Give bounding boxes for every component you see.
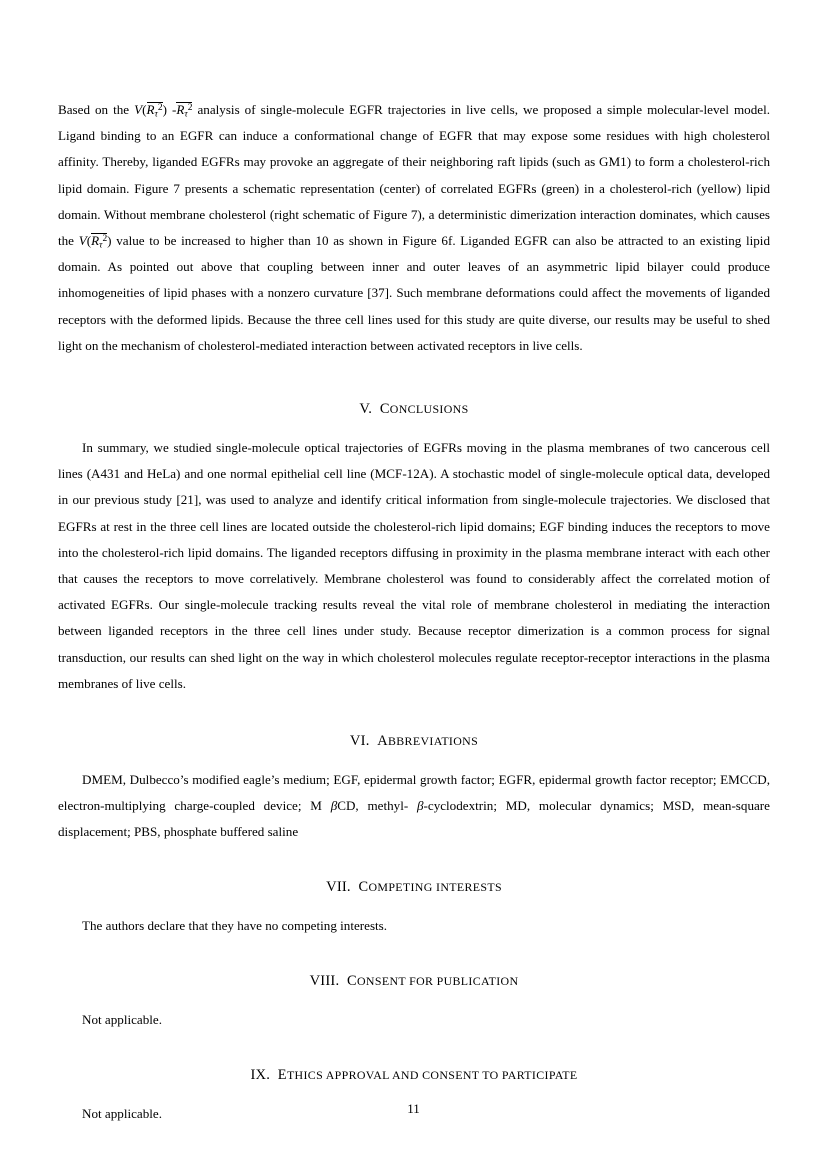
spacer: [58, 990, 770, 1007]
spacer: [58, 896, 770, 913]
spacer: [58, 939, 770, 973]
greek-beta-icon: β: [330, 798, 338, 814]
math-paren-close: ): [162, 102, 167, 117]
math-superscript-2: 2: [102, 234, 108, 245]
text-run: -cyclodextrin; MD, molecular dynamics; MSD, mean-square displacement; PBS, phosphate buffered saline: [58, 798, 770, 840]
section-heading-abbreviations: [58, 733, 770, 750]
section-number: VII.: [326, 878, 351, 895]
section-title-initial: C: [358, 878, 369, 895]
section-heading-competing-interests: [58, 879, 770, 896]
section-number: IX.: [250, 1067, 271, 1084]
math-paren-close: ): [107, 233, 112, 249]
section-title-rest: OMPETING INTERESTS: [368, 879, 502, 894]
paragraph-competing-interests: The authors declare that they have no competing interests.: [82, 917, 388, 933]
math-expression-msd-1: [176, 102, 193, 120]
section-heading-space: [339, 973, 347, 989]
section-title-initial: C: [347, 972, 357, 989]
spacer: [58, 697, 770, 733]
section-title-initial: C: [379, 401, 390, 418]
section-title-rest: ONSENT FOR PUBLICATION: [357, 973, 519, 988]
paragraph-abbreviations: [58, 767, 770, 846]
page-content: [58, 97, 770, 1127]
text-run: value to be increased to higher than 10 as shown in Figure 6f. Liganded EGFR can also be attracted to an existing lipid domain. As pointed out above that coupling between inner and outer leaves of an asymmetric lipid bilayer could produce inhomogeneities of lipid phases with a nonzero curvature [37]. Such membrane deformations could affect the movements of liganded receptors with the deformed lipids. Because the three cell lines used for this study are quite diverse, our results may be useful to shed light on the mechanism of cholesterol-mediated interaction between activated receptors in live cells.: [58, 233, 770, 353]
text-run: -: [166, 102, 177, 117]
paragraph-consent-for-publication: Not applicable.: [82, 1011, 162, 1027]
math-symbol-R: R: [91, 233, 100, 249]
math-overline-group: [91, 233, 107, 251]
text-run: DMEM, Dulbecco’s modified eagle’s medium; EGF, epidermal growth factor; EGFR, epidermal growth factor receptor; EMCCD, electron-multiplying charge-coupled device; M: [58, 772, 770, 814]
spacer: [58, 1084, 770, 1101]
spacer: [58, 1033, 770, 1067]
math-expression-variance-2: [78, 233, 112, 251]
spacer: [58, 846, 770, 879]
page-number: 11: [407, 1101, 420, 1116]
section-heading-space: [351, 879, 359, 895]
greek-beta-icon: β: [416, 798, 424, 814]
spacer: [58, 359, 770, 401]
section-title-initial: A: [377, 733, 388, 750]
paragraph-conclusions: In summary, we studied single-molecule optical trajectories of EGFRs moving in the plasma membranes of two cancerous cell lines (A431 and HeLa) and one normal epithelial cell line (MCF-12A). A stochastic model of single-molecule optical data, developed in our previous study [21], was used to analyze and identify critical information from single-molecule trajectories. We disclosed that EGFRs at rest in the three cell lines are located outside the cholesterol-rich lipid domains; EGF binding induces the receptors to move into the cholesterol-rich lipid domains. The liganded receptors diffusing in proximity in the plasma membrane interact with each other that causes the receptors to move correlatively. Membrane cholesterol was found to considerably affect the correlated motion of activated EGFRs. Our single-molecule tracking results reveal the vital role of membrane cholesterol in mediating the interaction between liganded receptors in the three cell lines under study. Because receptor dimerization is a common process for signal transduction, our results can shed light on the way in which cholesterol molecules regulate receptor-receptor interactions in the plasma membranes of live cells.: [58, 440, 770, 691]
section-title: [380, 402, 469, 416]
section-title-initial: E: [277, 1067, 287, 1084]
section-heading-conclusions: [58, 401, 770, 418]
section-title-rest: THICS APPROVAL AND CONSENT TO PARTICIPATE: [286, 1068, 578, 1083]
math-paren-open: (: [86, 233, 92, 249]
paragraph-discussion-continued: [58, 97, 770, 359]
section-heading-space: [270, 1067, 278, 1083]
math-overline-group: [147, 102, 163, 120]
math-superscript-2: 2: [157, 103, 163, 114]
math-symbol-R: R: [176, 102, 185, 117]
section-title: [359, 880, 502, 894]
text-run: Based on the: [58, 102, 135, 117]
section-number: VIII.: [309, 972, 340, 989]
section-title: [278, 1068, 578, 1082]
math-subscript-tau: τ: [184, 109, 188, 120]
spacer: [58, 418, 770, 435]
math-symbol-V: V: [78, 233, 87, 249]
text-run: CD, methyl-: [337, 798, 417, 814]
section-title-rest: ONCLUSIONS: [389, 402, 469, 417]
math-subscript-tau: τ: [99, 240, 103, 251]
spacer: [58, 750, 770, 767]
section-heading-consent-for-publication: [58, 973, 770, 990]
math-overline-group: [176, 102, 192, 120]
section-number: V.: [359, 401, 373, 418]
section-heading-ethics-approval: [58, 1067, 770, 1084]
math-paren-open: (: [142, 102, 147, 117]
section-title: [377, 734, 478, 748]
paragraph-ethics-approval: Not applicable.: [82, 1106, 162, 1122]
section-number: VI.: [349, 733, 370, 750]
math-expression-variance-1: [134, 102, 167, 120]
section-heading-space: [372, 401, 380, 417]
math-superscript-2: 2: [187, 103, 193, 114]
math-symbol-V: V: [134, 102, 143, 117]
math-subscript-tau: τ: [154, 109, 158, 120]
math-symbol-R: R: [146, 102, 155, 117]
section-title-rest: BBREVIATIONS: [388, 734, 479, 749]
section-title: [347, 974, 518, 988]
text-run: analysis of single-molecule EGFR trajectories in live cells, we proposed a simple molecular-level model. Ligand binding to an EGFR can induce a conformational change of EGFR that may expose some residues with high cholesterol affinity. Thereby, liganded EGFRs may provoke an aggregate of their neighboring raft lipids (such as GM1) to form a cholesterol-rich lipid domain. Figure 7 presents a schematic representation (center) of correlated EGFRs (green) in a cholesterol-rich (yellow) lipid domain. Without membrane cholesterol (right schematic of Figure 7), a deterministic dimerization interaction dominates, which causes the: [58, 102, 771, 249]
